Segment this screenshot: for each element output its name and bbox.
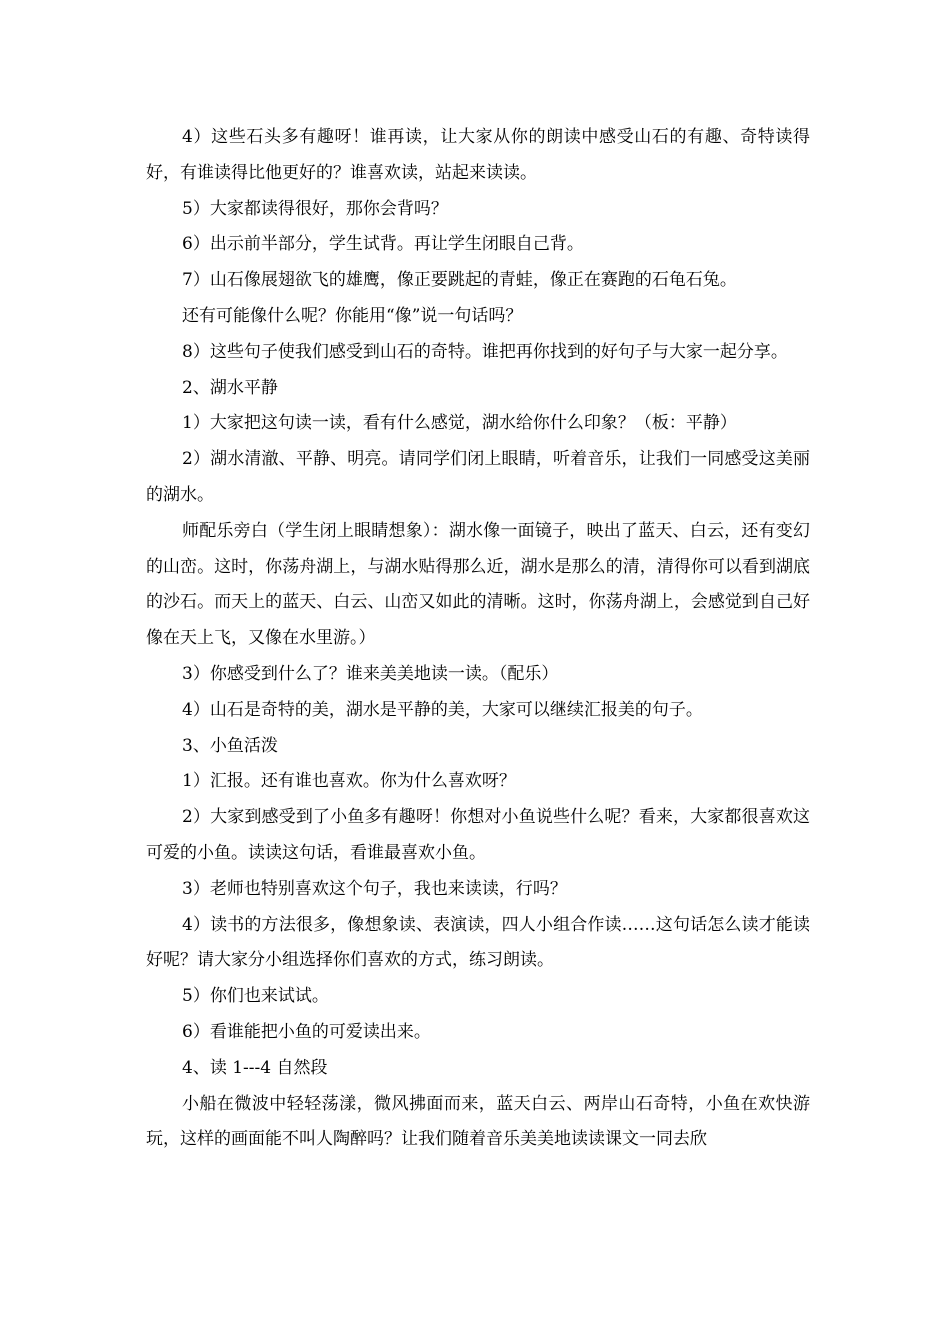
paragraph-3: 6）出示前半部分，学生试背。再让学生闭眼自己背。 xyxy=(182,234,584,255)
paragraph-11: 3）你感受到什么了？谁来美美地读一读。（配乐） xyxy=(182,663,559,684)
paragraph-21: 小船在微波中轻轻荡漾，微风拂面而来，蓝天白云、两岸山石奇特，小鱼在欢快游玩，这样的画面能不叫人陶醉吗？让我们随着音乐美美地读读课文一同去欣 xyxy=(146,1093,810,1150)
paragraph-8: 1）大家把这句读一读，看有什么感觉，湖水给你什么印象？（板：平静） xyxy=(182,413,737,434)
paragraph-14: 1）汇报。还有谁也喜欢。你为什么喜欢呀？ xyxy=(182,771,516,792)
paragraph-18: 5）你们也来试试。 xyxy=(182,986,329,1007)
paragraph-4: 7）山石像展翅欲飞的雄鹰，像正要跳起的青蛙，像正在赛跑的石龟石兔。 xyxy=(182,270,737,291)
paragraph-16: 3）老师也特别喜欢这个句子，我也来读读，行吗？ xyxy=(182,878,567,899)
document-body xyxy=(146,120,810,1158)
paragraph-2: 5）大家都读得很好，那你会背吗？ xyxy=(182,198,448,219)
paragraph-5: 还有可能像什么呢？你能用“像”说一句话吗？ xyxy=(182,305,523,326)
paragraph-12: 4）山石是奇特的美，湖水是平静的美，大家可以继续汇报美的句子。 xyxy=(182,699,703,720)
paragraph-6: 8）这些句子使我们感受到山石的奇特。谁把再你找到的好句子与大家一起分享。 xyxy=(182,341,788,362)
section-heading-2: 2、湖水平静 xyxy=(182,377,278,398)
paragraph-19: 6）看谁能把小鱼的可爱读出来。 xyxy=(182,1021,431,1042)
section-heading-3: 3、小鱼活泼 xyxy=(182,735,278,756)
paragraph-15: 2）大家到感受到了小鱼多有趣呀！你想对小鱼说些什么呢？看来，大家都很喜欢这可爱的小鱼。读读这句话，看谁最喜欢小鱼。 xyxy=(146,807,810,863)
paragraph-10: 师配乐旁白（学生闭上眼睛想象）：湖水像一面镜子，映出了蓝天、白云，还有变幻的山峦。这时，你荡舟湖上，与湖水贴得那么近，湖水是那么的清，清得你可以看到湖底的沙石。而天上的蓝天、白云、山峦又如此的清晰。这时，你荡舟湖上，会感觉到自己好像在天上飞，又像在水里游。） xyxy=(146,520,810,649)
paragraph-1: 4）这些石头多有趣呀！谁再读，让大家从你的朗读中感受山石的有趣、奇特读得好，有谁读得比他更好的？谁喜欢读，站起来读读。 xyxy=(146,127,810,183)
paragraph-9: 2）湖水清澈、平静、明亮。请同学们闭上眼睛，听着音乐，让我们一同感受这美丽的湖水。 xyxy=(146,449,810,505)
paragraph-17: 4）读书的方法很多，像想象读、表演读，四人小组合作读……这句话怎么读才能读好呢？请大家分小组选择你们喜欢的方式，练习朗读。 xyxy=(146,914,810,971)
section-heading-4: 4、读 1---4 自然段 xyxy=(182,1057,328,1078)
